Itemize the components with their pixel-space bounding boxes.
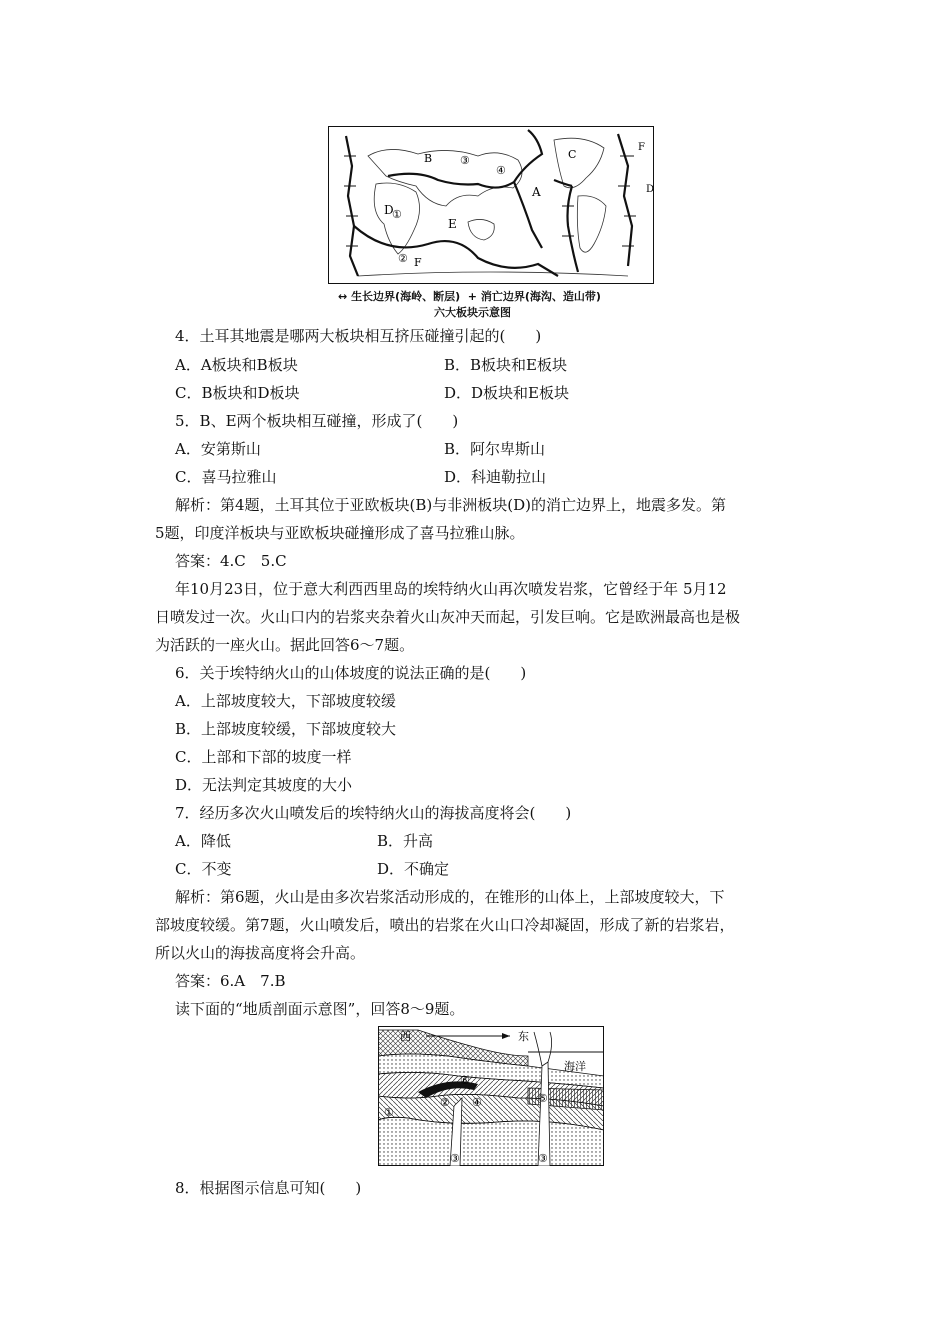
- geologic-section-svg: [378, 1026, 604, 1166]
- q6-option-b: B．上部坡度较缓，下部坡度较大: [175, 720, 397, 738]
- intro-q8: 读下面的“地质剖面示意图”，回答8～9题。: [175, 1000, 465, 1018]
- label-1: ①: [384, 1106, 394, 1119]
- label-west: 西: [400, 1030, 411, 1043]
- q7-option-b: B．升高: [377, 832, 434, 850]
- q5-option-a: A．安第斯山: [175, 440, 261, 458]
- label-3a: ③: [450, 1152, 460, 1165]
- answer-2: 答案：6.A 7.B: [175, 972, 286, 990]
- point-label-2: ②: [398, 252, 408, 265]
- q4-option-b: B．B板块和E板块: [444, 356, 567, 374]
- q7-stem: 7．经历多次火山喷发后的埃特纳火山的海拔高度将会( ): [175, 804, 572, 822]
- passage-line-3: 为活跃的一座火山。据此回答6～7题。: [155, 636, 415, 654]
- analysis-2-line-2: 部坡度较缓。第7题，火山喷发后，喷出的岩浆在火山口冷却凝固，形成了新的岩浆岩，: [155, 916, 735, 934]
- q7-option-c: C．不变: [175, 860, 232, 878]
- label-east: 东: [518, 1030, 529, 1043]
- label-4: ④: [472, 1096, 482, 1109]
- plate-map-svg: [328, 126, 654, 284]
- subduction-boundary-symbol: +: [467, 290, 478, 303]
- map-legend: [338, 288, 601, 304]
- analysis-1-line-1: 解析：第4题，土耳其位于亚欧板块(B)与非洲板块(D)的消亡边界上，地震多发。第: [175, 496, 727, 514]
- plate-label-e: E: [448, 217, 457, 231]
- point-label-4: ④: [496, 164, 506, 177]
- label-5: ⑤: [538, 1092, 548, 1105]
- plate-label-f2: F: [638, 142, 645, 153]
- q4-option-d: D．D板块和E板块: [444, 384, 570, 402]
- q6-stem: 6．关于埃特纳火山的山体坡度的说法正确的是( ): [175, 664, 527, 682]
- growth-boundary-symbol: ↔: [338, 290, 348, 303]
- q5-option-b: B．阿尔卑斯山: [444, 440, 546, 458]
- q7-option-a: A．降低: [175, 832, 231, 850]
- point-label-1: ①: [392, 208, 402, 221]
- q5-option-d: D．科迪勒拉山: [444, 468, 547, 486]
- answer-1: 答案：4.C 5.C: [175, 552, 287, 570]
- q5-stem: 5．B、E两个板块相互碰撞，形成了( ): [175, 412, 459, 430]
- plate-label-c: C: [568, 148, 577, 161]
- label-3b: ③: [538, 1152, 548, 1165]
- q5-option-c: C．喜马拉雅山: [175, 468, 277, 486]
- analysis-2-line-1: 解析：第6题，火山是由多次岩浆活动形成的，在锥形的山体上，上部坡度较大，下: [175, 888, 725, 906]
- q6-option-a: A．上部坡度较大，下部坡度较缓: [175, 692, 396, 710]
- q4-stem: 4．土耳其地震是哪两大板块相互挤压碰撞引起的( ): [175, 327, 542, 345]
- label-6: ⑥: [460, 1074, 470, 1087]
- analysis-1-line-2: 5题，印度洋板块与亚欧板块碰撞形成了喜马拉雅山脉。: [155, 524, 525, 542]
- legend-growth: 生长边界(海岭、断层): [351, 290, 461, 303]
- plate-label-f: F: [414, 256, 422, 269]
- q4-option-a: A．A板块和B板块: [175, 356, 298, 374]
- q4-option-c: C．B板块和D板块: [175, 384, 300, 402]
- geologic-section-figure: [378, 1026, 604, 1166]
- passage-line-2: 日喷发过一次。火山口内的岩浆夹杂着火山灰冲天而起，引发巨响。它是欧洲最高也是极: [155, 608, 741, 626]
- label-2: ②: [440, 1096, 450, 1109]
- legend-subduction: 消亡边界(海沟、造山带): [480, 290, 601, 303]
- plate-label-b: B: [424, 152, 433, 165]
- q6-option-c: C．上部和下部的坡度一样: [175, 748, 352, 766]
- passage-line-1: 年10月23日，位于意大利西西里岛的埃特纳火山再次喷发岩浆，它曾经于年 5月12: [175, 580, 727, 598]
- plate-label-a: A: [532, 185, 541, 199]
- plate-map-figure: [328, 126, 654, 284]
- point-label-3: ③: [460, 154, 470, 167]
- plate-label-d: D: [384, 203, 394, 217]
- q7-option-d: D．不确定: [377, 860, 450, 878]
- q6-option-d: D．无法判定其坡度的大小: [175, 776, 353, 794]
- label-ocean: 海洋: [564, 1060, 586, 1073]
- plate-label-d2: D: [646, 184, 654, 195]
- layer-bottom: [378, 1117, 604, 1166]
- q8-stem: 8．根据图示信息可知( ): [175, 1179, 362, 1197]
- map-caption: 六大板块示意图: [434, 306, 511, 319]
- analysis-2-line-3: 所以火山的海拔高度将会升高。: [155, 944, 366, 962]
